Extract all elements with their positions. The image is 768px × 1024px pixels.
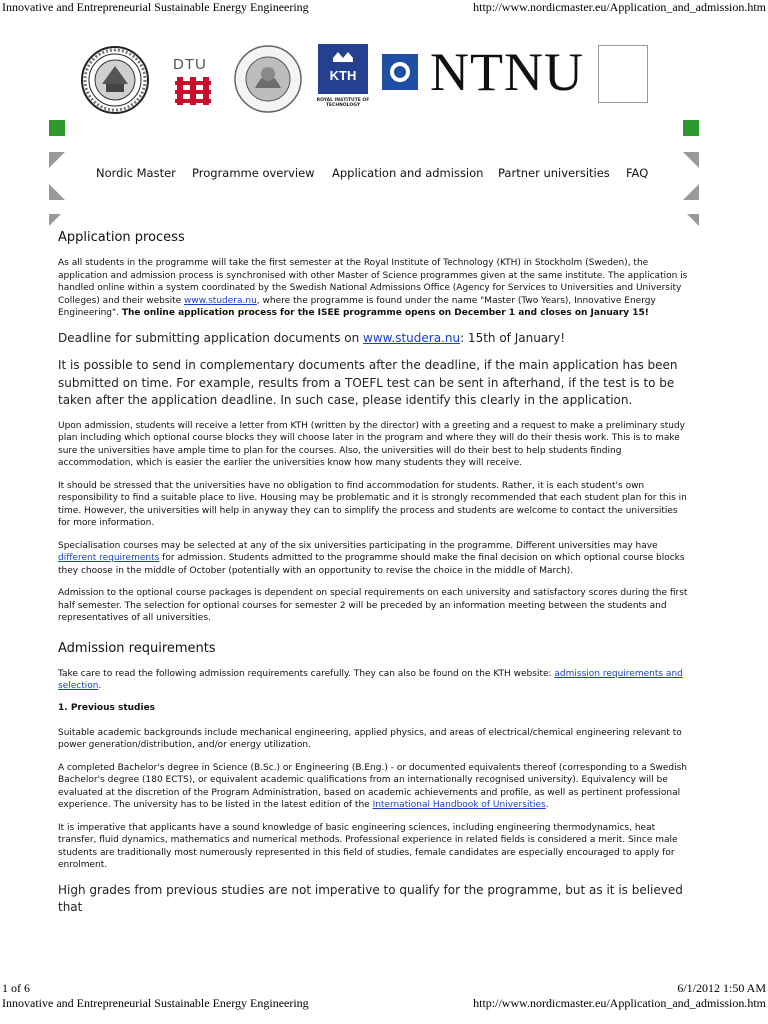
studera-link[interactable]: www.studera.nu xyxy=(363,330,461,345)
print-footer-second xyxy=(0,996,768,1010)
ntnu-mark-icon xyxy=(382,54,418,90)
degree-paragraph xyxy=(58,762,692,812)
nav-nordic-master[interactable]: Nordic Master xyxy=(96,166,176,180)
nav-partner-universities[interactable]: Partner universities xyxy=(498,166,610,180)
main-content xyxy=(58,230,692,927)
complementary-paragraph: It is possible to send in complementary documents after the deadline, if the main application has been submitted on time. For example, results from a TOEFL test can be sent in afterhand, if the test is to be taken after the application deadline. In such case, please identify this clearly in the application. xyxy=(58,358,678,407)
kth-logo xyxy=(318,44,368,94)
kth-crown-icon xyxy=(318,44,368,94)
print-datetime: 6/1/2012 1:50 AM xyxy=(677,981,766,995)
university-iceland-seal-logo xyxy=(233,44,303,114)
print-footer xyxy=(0,981,768,995)
kth-logo-text: KTH xyxy=(329,68,357,83)
green-corner-left xyxy=(49,120,65,136)
handbook-link[interactable]: International Handbook of Universities xyxy=(372,800,546,810)
backgrounds-paragraph: Suitable academic backgrounds include mechanical engineering, applied physics, and areas of electrical/chemical engineering relevant to power generation/distribution, and/or energy utilization. xyxy=(58,727,682,750)
gray-triangle xyxy=(49,184,65,200)
optional-courses-paragraph: Admission to the optional course packages is dependent on special requirements on each university and satisfactory scores during the first half semester. The selection for optional courses for semester 2 will be preceded by an information meeting between the students and representatives of all universities. xyxy=(58,588,688,623)
print-footer-title: Innovative and Entrepreneurial Sustainable Energy Engineering xyxy=(2,996,309,1010)
different-requirements-link[interactable]: different requirements xyxy=(58,553,160,563)
gray-triangle xyxy=(687,214,699,226)
previous-studies-heading: 1. Previous studies xyxy=(58,702,156,713)
text: . xyxy=(545,800,549,810)
text: Deadline for submitting application documents on xyxy=(58,330,364,345)
text: Specialisation courses may be selected at any of the six universities participating in the programme. Different universities may have xyxy=(58,540,658,551)
print-footer-url: http://www.nordicmaster.eu/Application_and_admission.htm xyxy=(473,996,766,1010)
knowledge-paragraph: It is imperative that applicants have a sound knowledge of basic engineering sciences, including engineering thermodynamics, heat transfer, fluid dynamics, mathematics and numerical methods. Professional experience in related fields is considered a merit. Since male students are traditionally most numerously represented in this field of studies, female candidates are especially encouraged to apply for enrolment. xyxy=(58,822,678,870)
nav-application-admission[interactable]: Application and admission xyxy=(332,166,484,180)
gray-triangle xyxy=(49,152,65,168)
nav-faq[interactable]: FAQ xyxy=(626,166,649,180)
green-corner-right xyxy=(683,120,699,136)
accommodation-paragraph: It should be stressed that the universities have no obligation to find accommodation for students. Rather, it is each student's own responsibility to find a suitable place to live. Housing may be problematic and it is strongly recommended that each student plan for this in time. However, the universities will help in anyway they can to simplify the process and students are welcome to contact the universities for more information. xyxy=(58,480,687,528)
gray-triangle xyxy=(49,214,61,226)
print-header xyxy=(0,0,768,16)
text: for admission. Students admitted to the programme should make the final decision on which optional course blocks they choose in the middle of October (potentially with an opportunity to revise the choice in the middle of March). xyxy=(58,553,685,576)
nav-programme-overview[interactable]: Programme overview xyxy=(192,166,315,180)
dtu-logo-text: DTU xyxy=(173,56,207,73)
chalmers-seal-logo xyxy=(80,44,150,116)
admission-requirements-heading: Admission requirements xyxy=(58,640,216,656)
grades-paragraph: High grades from previous studies are not imperative to qualify for the programme, but as it is believed that xyxy=(58,882,683,914)
dtu-logo xyxy=(173,56,213,116)
placeholder-image xyxy=(598,45,648,103)
admission-requirements-link[interactable]: admission requirements and selection xyxy=(58,668,683,691)
specialisation-paragraph xyxy=(58,540,692,578)
text: : 15th of January! xyxy=(460,330,566,345)
page-count: 1 of 6 xyxy=(2,981,30,995)
ntnu-logo-text: NTNU xyxy=(430,42,584,102)
studera-link[interactable]: www.studera.nu xyxy=(184,295,257,306)
text: A completed Bachelor's degree in Science (B.Sc.) or Engineering (B.Eng.) - or documented equivalents thereof (corresponding to a Swedish Bachelor's degree (180 ECTS), or equivalent academic qualifications from an internationally recognised university). Equivalency will be evaluated at the discretion of the Program Administration, based on academic achievements and profile, as well as pertinent professional experience. The university has to be listed in the latest edition of the xyxy=(58,762,688,810)
gray-triangle xyxy=(683,152,699,168)
gray-triangle xyxy=(683,184,699,200)
print-header-title: Innovative and Entrepreneurial Sustainable Energy Engineering xyxy=(2,0,309,14)
text: As all students in the programme will take the first semester at the Royal Institute of Technology (KTH) in Stockholm (Sweden), the application and admission process is synchronised with other Master of Science programmes given at the same institute. The application is handled online within a system coordinated by the Swedish National Admissions Office (Agency for Services to Universities and University Colleges) and their website xyxy=(58,258,688,306)
print-header-url: http://www.nordicmaster.eu/Application_and_admission.htm xyxy=(473,0,766,14)
text: Take care to read the following admission requirements carefully. They can also be found on the KTH website: xyxy=(58,668,555,679)
dtu-mark-icon xyxy=(173,75,213,109)
admission-letter-paragraph: Upon admission, students will receive a letter from KTH (written by the director) with a greeting and a request to make a preliminary study plan including which optional course blocks they will choose later in the program and where they will do their thesis work. This is to make sure the universities have ample time to plan for the courses. Also, the universities will do their best to help students finding accommodation, which is easier the earlier the universities know how many students they will receive. xyxy=(58,420,685,468)
text: . xyxy=(98,681,102,691)
application-process-heading: Application process xyxy=(58,230,185,245)
kth-subtitle: ROYAL INSTITUTE OF TECHNOLOGY xyxy=(316,98,370,108)
requirements-intro xyxy=(58,668,692,693)
application-intro xyxy=(58,257,692,320)
text: , where the programme is found under the name "Master (Two Years), Innovative Energy Engineering". xyxy=(58,295,656,318)
deadline-paragraph xyxy=(58,330,692,348)
application-dates: The online application process for the ISEE programme opens on December 1 and closes on January 15! xyxy=(121,308,649,318)
